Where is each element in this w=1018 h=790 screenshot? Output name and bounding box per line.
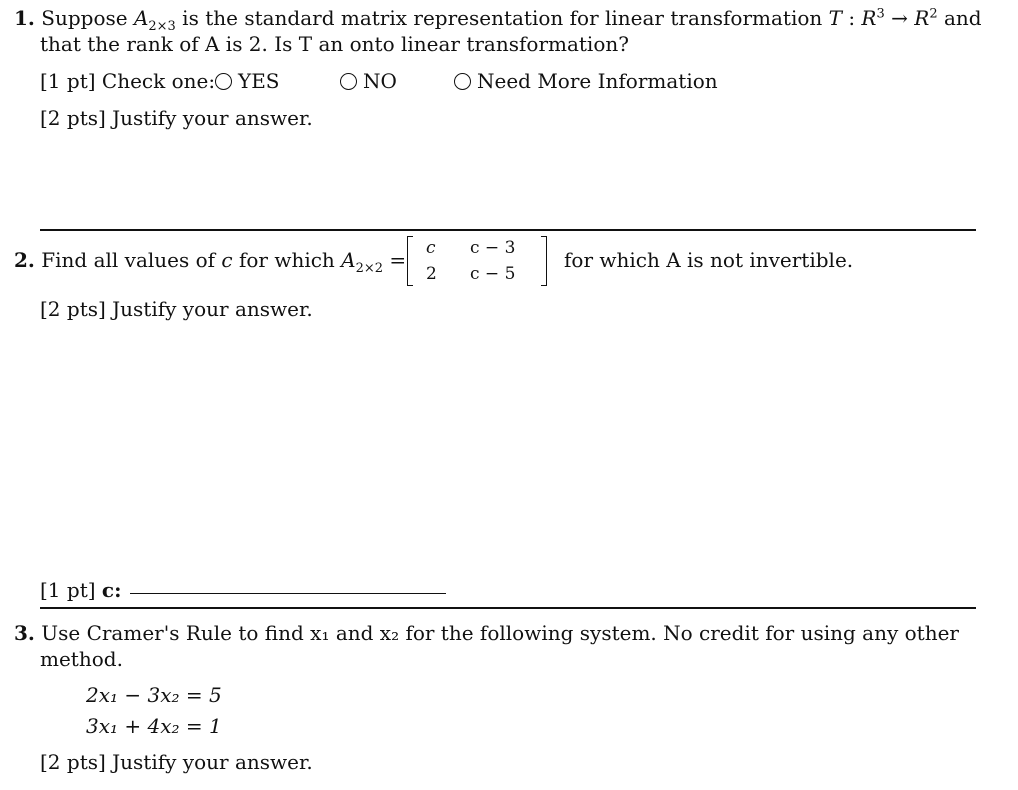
q1-r2: R [914, 6, 930, 30]
q1-text-pre: Suppose [41, 6, 134, 30]
q1-and: and [937, 6, 982, 30]
q1-number: 1. [14, 6, 35, 30]
matrix-cell-11: c [426, 238, 436, 258]
matrix-cell-22: c − 5 [470, 264, 516, 284]
q1-more-label: Need More Information [477, 69, 718, 93]
q1-check-row [40, 69, 215, 93]
q2-post: for which A is not invertible. [564, 248, 854, 272]
q2-a: A [341, 248, 356, 272]
q2-line [14, 248, 407, 276]
radio-yes-icon[interactable] [215, 73, 232, 90]
q2-mid: for which [232, 248, 342, 272]
q1-yes-label: YES [238, 69, 280, 93]
q2-number: 2. [14, 248, 35, 272]
q1-sup2: 2 [929, 6, 938, 22]
q2-answer-pts: [1 pt] [40, 578, 102, 602]
q2-c: c [221, 248, 233, 272]
q1-text-mid: is the standard matrix representation for linear transformation [175, 6, 829, 30]
q2-pre: Find all values of [41, 248, 222, 272]
q2-eq: = [383, 248, 407, 272]
matrix-left-bracket [407, 236, 413, 286]
q3-line1 [14, 621, 959, 645]
q1-matrix-sub: 2×3 [148, 19, 176, 34]
q3-text1: Use Cramer's Rule to find x₁ and x₂ for the following system. No credit for using any other [41, 621, 959, 645]
q3-equation-1: 2x₁ − 3x₂ = 5 [86, 683, 222, 707]
q3-justify: [2 pts] Justify your answer. [40, 750, 313, 774]
q1-r3: R [861, 6, 877, 30]
q1-option-no[interactable] [340, 69, 397, 93]
q1-arrow: → [884, 6, 915, 30]
matrix-right-bracket [541, 236, 547, 286]
q1-justify: [2 pts] Justify your answer. [40, 106, 313, 130]
divider-2 [40, 607, 976, 609]
q2-answer-label [40, 578, 121, 602]
q1-sup3: 3 [876, 6, 885, 22]
q1-check-label: [1 pt] Check one: [40, 69, 216, 93]
q3-equation-2: 3x₁ + 4x₂ = 1 [86, 714, 222, 738]
q1-line1 [14, 6, 982, 34]
radio-more-info-icon[interactable] [454, 73, 471, 90]
matrix-cell-12: c − 3 [470, 238, 516, 258]
q1-no-label: NO [363, 69, 397, 93]
q1-line2: that the rank of A is 2. Is T an onto linear transformation? [40, 32, 629, 56]
q1-t: T [828, 6, 842, 30]
matrix-cell-21: 2 [426, 264, 437, 284]
divider-1 [40, 229, 976, 231]
q1-matrix-a: A [133, 6, 149, 30]
q2-answer-line[interactable] [130, 593, 446, 594]
q3-number: 3. [14, 621, 35, 645]
q3-line2: method. [40, 647, 123, 671]
q2-justify: [2 pts] Justify your answer. [40, 297, 313, 321]
radio-no-icon[interactable] [340, 73, 357, 90]
q2-sub: 2×2 [355, 261, 384, 276]
q1-colon: : [841, 6, 862, 30]
q2-answer-c: c: [101, 578, 122, 602]
q1-option-more-info[interactable] [454, 69, 718, 93]
q1-option-yes[interactable] [215, 69, 280, 93]
